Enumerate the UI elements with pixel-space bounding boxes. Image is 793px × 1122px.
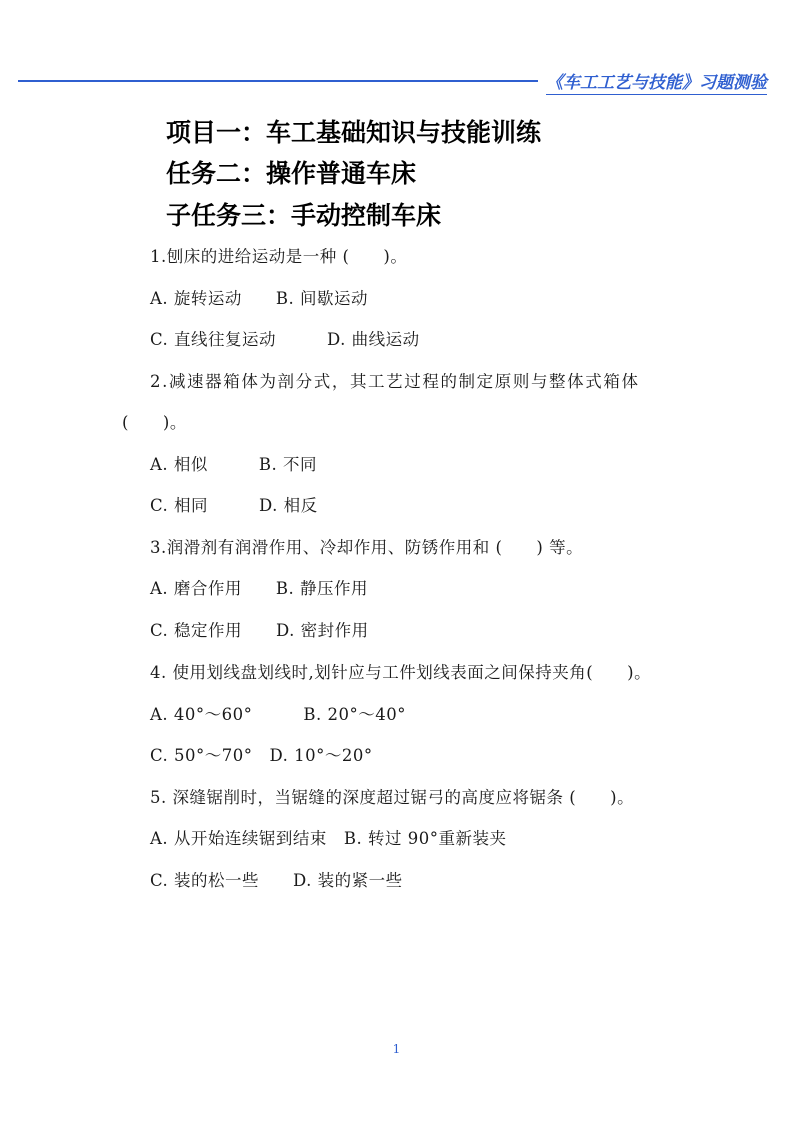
subtask-heading: 子任务三：手动控制车床 <box>166 201 442 230</box>
question-stem: 5. 深缝锯削时，当锯缝的深度超过锯弓的高度应将锯条 ( )。 <box>150 788 635 807</box>
header-title: 《车工工艺与技能》习题测验 <box>546 68 767 95</box>
question-stem: 4. 使用划线盘划线时,划针应与工件划线表面之间保持夹角( )。 <box>150 663 652 682</box>
question-stem: 2.减速器箱体为剖分式，其工艺过程的制定原则与整体式箱体 <box>150 372 640 391</box>
question-options: C. 相同 D. 相反 <box>150 496 318 515</box>
question-stem: 1.刨床的进给运动是一种 ( )。 <box>150 247 408 266</box>
question-options: A. 磨合作用 B. 静压作用 <box>150 579 369 598</box>
question-stem: 3.润滑剂有润滑作用、冷却作用、防锈作用和 ( ) 等。 <box>150 538 584 557</box>
project-heading: 项目一：车工基础知识与技能训练 <box>166 118 542 147</box>
question-options: C. 直线往复运动 D. 曲线运动 <box>150 330 420 349</box>
question-options: C. 稳定作用 D. 密封作用 <box>150 621 369 640</box>
question-options: A. 从开始连续锯到结束 B. 转过 90°重新装夹 <box>150 829 507 848</box>
question-options: C. 50°～70° D. 10°～20° <box>150 746 373 765</box>
question-stem-continued: ( )。 <box>122 413 187 432</box>
header-rule <box>18 80 538 82</box>
page-number: 1 <box>392 1042 401 1056</box>
question-options: A. 旋转运动 B. 间歇运动 <box>150 289 369 308</box>
task-heading: 任务二：操作普通车床 <box>166 159 417 188</box>
question-options: C. 装的松一些 D. 装的紧一些 <box>150 871 403 890</box>
question-options: A. 40°～60° B. 20°～40° <box>150 705 407 724</box>
question-options: A. 相似 B. 不同 <box>150 455 318 474</box>
